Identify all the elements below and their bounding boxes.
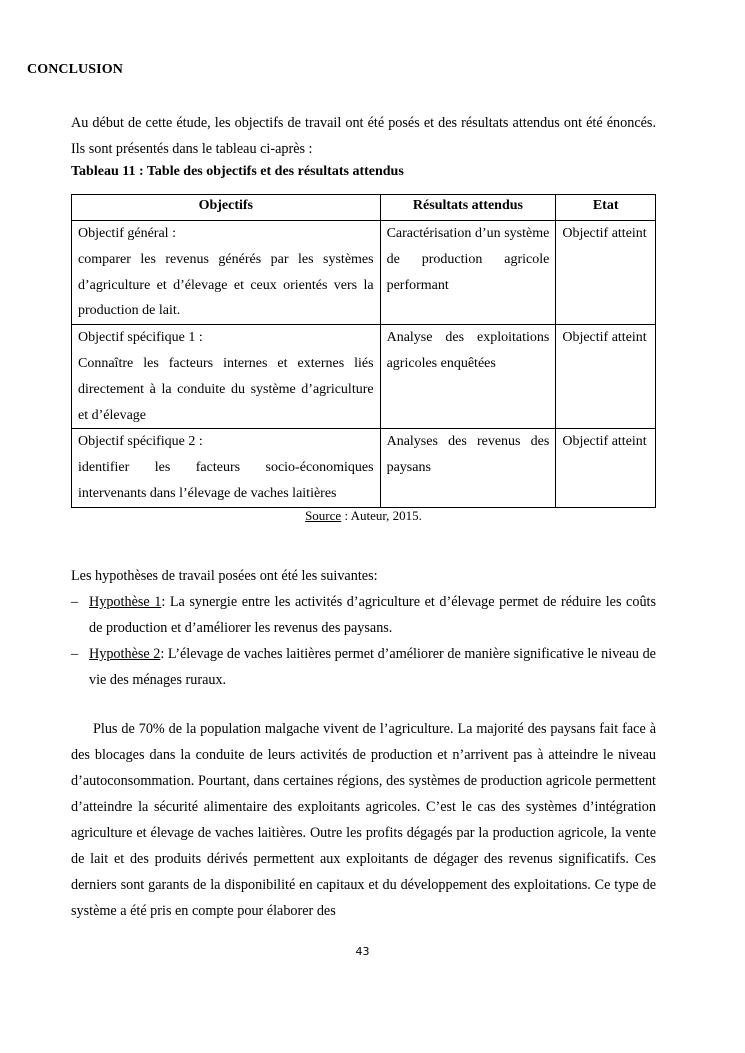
objective-title: Objectif spécifique 1 :: [78, 330, 203, 346]
hypotheses-intro: Les hypothèses de travail posées ont été les suivantes:: [71, 568, 378, 584]
objective-text: Connaître les facteurs internes et externes liés directement à la conduite du système d’agriculture et d’élevage: [78, 355, 374, 423]
source-label: Source: [305, 508, 342, 523]
table-row: [72, 325, 656, 429]
result-cell: Analyses des revenus des paysans: [380, 429, 556, 507]
result-cell: Analyse des exploitations agricoles enquêtées: [380, 325, 556, 429]
header-objectives: Objectifs: [72, 195, 381, 221]
hypothesis-label: Hypothèse 2: [89, 646, 161, 662]
hypothesis-text: : L’élevage de vaches laitières permet d’améliorer de manière significative le niveau de vie des ménages ruraux.: [89, 646, 656, 688]
body-paragraph: Plus de 70% de la population malgache vivent de l’agriculture. La majorité des paysans fait face à des blocages dans la conduite de leurs activités de production et n’arrivent pas à atteindre le niveau d’autoconsommation. Pourtant, dans certaines régions, des systèmes de production agricole permettent d’atteindre la sécurité alimentaire des exploitants agricoles. C’est le cas des systèmes d’intégration agriculture et élevage de vaches laitières. Outre les profits dégagés par la production agricole, la vente de lait et des produits dérivés permettent aux exploitants de dégager des revenus significatifs. Ces derniers sont garants de la disponibilité en capitaux et du développement des exploitations. Ce type de système a été pris en compte pour élaborer des: [71, 721, 656, 919]
header-status: Etat: [556, 195, 656, 221]
hypothesis-text: : La synergie entre les activités d’agriculture et d’élevage permet de réduire les coûts de production et d’améliorer les revenus des paysans.: [89, 594, 656, 636]
table-header-row: [72, 195, 656, 221]
intro-paragraph: Au début de cette étude, les objectifs de travail ont été posés et des résultats attendus ont été énoncés. Ils sont présentés dans le tableau ci-après :: [71, 115, 656, 157]
list-item: [71, 589, 656, 641]
objective-title: Objectif spécifique 2 :: [78, 434, 203, 450]
header-expected-results: Résultats attendus: [380, 195, 556, 221]
objectives-table: [71, 194, 656, 508]
hypotheses-list: [71, 589, 656, 693]
objective-text: identifier les facteurs socio-économiques intervenants dans l’élevage de vaches laitières: [78, 460, 374, 501]
section-heading: CONCLUSION: [27, 62, 123, 77]
dash-bullet-icon: –: [71, 646, 79, 662]
page-number: 43: [355, 945, 370, 958]
hypothesis-label: Hypothèse 1: [89, 594, 162, 610]
objective-text: comparer les revenus générés par les systèmes d’agriculture et d’élevage et ceux orientés vers la production de lait.: [78, 251, 374, 319]
objective-title: Objectif général :: [78, 226, 176, 241]
table-caption: Tableau 11 : Table des objectifs et des résultats attendus: [71, 164, 404, 179]
table-source: [71, 508, 656, 524]
status-cell: Objectif atteint: [556, 325, 656, 429]
objective-cell: [72, 429, 381, 507]
objective-cell: [72, 325, 381, 429]
status-cell: Objectif atteint: [556, 429, 656, 507]
result-cell: Caractérisation d’un système de production agricole performant: [380, 221, 556, 325]
source-text: : Auteur, 2015.: [341, 508, 422, 523]
table-row: [72, 221, 656, 325]
objective-cell: [72, 221, 381, 325]
list-item: [71, 641, 656, 693]
table-row: [72, 429, 656, 507]
dash-bullet-icon: –: [71, 594, 79, 610]
status-cell: Objectif atteint: [556, 221, 656, 325]
